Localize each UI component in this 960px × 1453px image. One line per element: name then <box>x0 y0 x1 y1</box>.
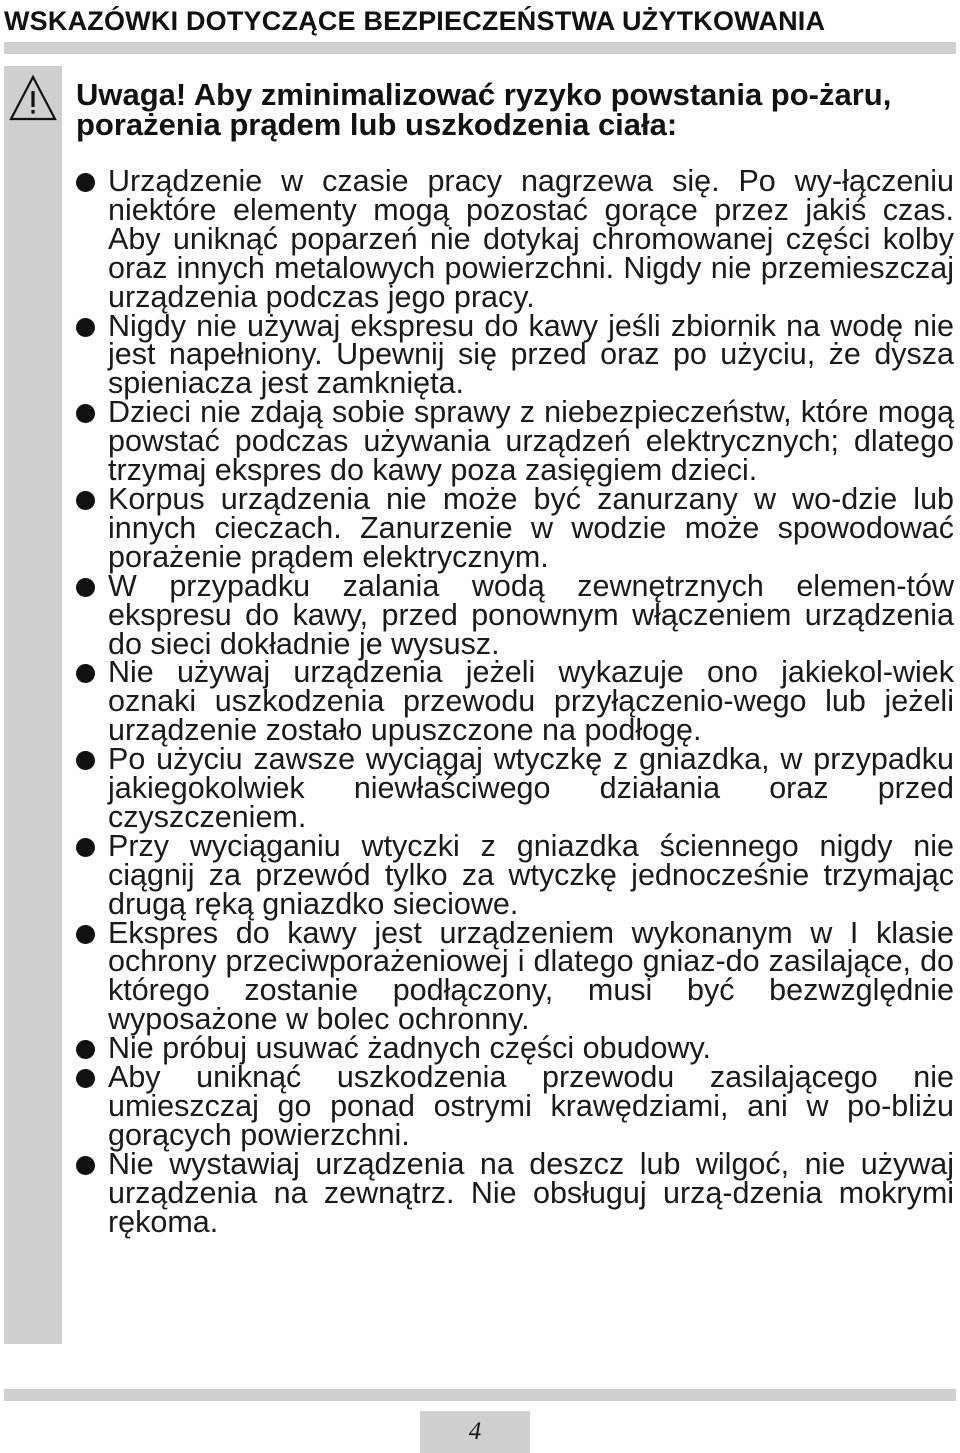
bullet-icon <box>76 838 95 857</box>
list-item <box>74 742 954 834</box>
bullet-icon <box>76 925 95 944</box>
list-item <box>74 655 954 748</box>
list-item <box>74 481 954 574</box>
bullet-icon <box>76 173 95 192</box>
side-margin-bar <box>4 66 62 1344</box>
bullet-icon <box>76 1040 95 1059</box>
bullet-icon <box>76 664 95 683</box>
list-item <box>74 568 954 661</box>
list-item <box>74 828 954 921</box>
bottom-divider-bar <box>4 1389 956 1401</box>
bullet-icon <box>76 318 95 337</box>
bullet-icon <box>76 578 95 597</box>
page-title: WSKAZÓWKI DOTYCZĄCE BEZPIECZEŃSTWA UŻYTKOWANIA <box>4 6 826 36</box>
page-number: 4 <box>468 1418 482 1445</box>
list-item-text: Korpus urządzenia nie może być zanurzany w wo-dzie lub innych cieczach. Zanurzenie w wodzie może spowodować porażenie prądem elektrycznym. <box>108 481 954 574</box>
warning-heading: Uwaga! Aby zminimalizować ryzyko powstania po-żaru, porażenia prądem lub uszkodzenia ciała: <box>76 77 892 142</box>
list-item <box>74 395 954 488</box>
list-item-text: Przy wyciąganiu wtyczki z gniazdka ściennego nigdy nie ciągnij za przewód tylko za wtyczkę jednocześnie trzymając drugą ręką gniazdko sieciowe. <box>108 828 954 921</box>
list-item-text: Nigdy nie używaj ekspresu do kawy jeśli zbiornik na wodę nie jest napełniony. Upewnij się przed oraz po użyciu, że dysza spieniacza jest zamknięta. <box>108 308 954 401</box>
list-item <box>74 308 954 401</box>
list-item-text: W przypadku zalania wodą zewnętrznych elemen-tów ekspresu do kawy, przed ponownym włączeniem urządzenia do sieci dokładnie je wysusz. <box>108 568 954 661</box>
page-number-box <box>420 1411 530 1453</box>
bullet-icon <box>76 1069 95 1088</box>
list-item-text: Po użyciu zawsze wyciągaj wtyczkę z gniazdka, w przypadku jakiegokolwiek niewłaściwego działania oraz przed czyszczeniem. <box>108 742 954 834</box>
bullet-icon <box>76 751 95 770</box>
list-item-text: Aby uniknąć uszkodzenia przewodu zasilającego nie umieszczaj go ponad ostrymi krawędziami, ani w po-bliżu gorących powierzchni. <box>108 1060 954 1152</box>
list-item <box>74 1060 954 1152</box>
list-item-text: Nie używaj urządzenia jeżeli wykazuje ono jakiekol-wiek oznaki uszkodzenia przewodu przyłączenio-wego lub jeżeli urządzenie zostało upuszczone na podłogę. <box>108 655 954 748</box>
top-divider-bar <box>4 42 956 54</box>
list-item <box>74 915 954 1037</box>
list-item-text: Dzieci nie zdają sobie sprawy z niebezpieczeństw, które mogą powstać podczas używania urządzeń elektrycznych; dlatego trzymaj ekspres do kawy poza zasięgiem dzieci. <box>108 395 954 488</box>
list-item-text: Nie wystawiaj urządzenia na deszcz lub wilgoć, nie używaj urządzenia na zewnątrz. Nie obsługuj urzą-dzenia mokrymi rękoma. <box>108 1146 954 1239</box>
list-item <box>74 1146 954 1239</box>
bullet-icon <box>76 1156 95 1175</box>
list-item-text: Urządzenie w czasie pracy nagrzewa się. Po wy-łączeniu niektóre elementy mogą pozostać gorące przez jakiś czas. Aby uniknąć poparzeń nie dotykaj chromowanej części kolby oraz innych metalowych powierzchni. Nigdy nie przemieszczaj urządzenia podczas jego pracy. <box>108 164 954 314</box>
bullet-icon <box>76 404 95 423</box>
safety-instructions-list <box>74 164 954 1239</box>
list-item <box>74 164 954 314</box>
list-item <box>74 1031 954 1066</box>
list-item-text: Ekspres do kawy jest urządzeniem wykonanym w I klasie ochrony przeciwporażeniowej i dlatego gniaz-do zasilające, do którego zostanie podłączony, musi być bezwzględnie wyposażone w bolec ochronny. <box>108 915 954 1037</box>
list-item-text: Nie próbuj usuwać żadnych części obudowy. <box>108 1031 711 1066</box>
bullet-icon <box>76 491 95 510</box>
warning-triangle-icon <box>8 74 58 124</box>
